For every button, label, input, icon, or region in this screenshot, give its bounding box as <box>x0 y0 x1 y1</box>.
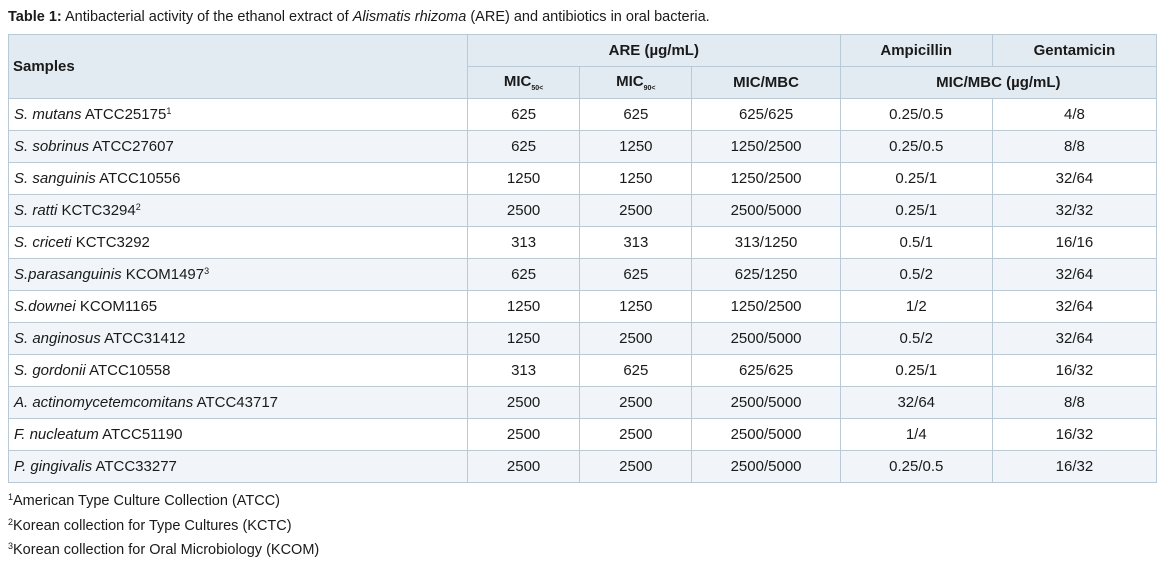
cell-micmbc: 313/1250 <box>692 227 840 259</box>
header-mic50 <box>467 67 579 99</box>
sample-name <box>9 227 468 259</box>
table-row <box>9 451 1157 483</box>
cell-ampicillin: 0.5/2 <box>840 259 992 291</box>
cell-mic90: 313 <box>580 227 692 259</box>
cell-ampicillin: 0.25/1 <box>840 195 992 227</box>
strain-id: ATCC33277 <box>95 458 177 475</box>
header-are: ARE (µg/mL) <box>467 35 840 67</box>
species-name: S. mutans <box>14 106 82 123</box>
cell-mic50: 2500 <box>467 387 579 419</box>
table-row <box>9 323 1157 355</box>
cell-micmbc: 2500/5000 <box>692 195 840 227</box>
cell-ampicillin: 0.5/2 <box>840 323 992 355</box>
cell-mic90: 1250 <box>580 163 692 195</box>
cell-mic90: 1250 <box>580 291 692 323</box>
species-name: S. gordonii <box>14 362 86 379</box>
strain-id: ATCC43717 <box>196 394 279 411</box>
header-samples: Samples <box>9 35 468 99</box>
cell-mic90: 625 <box>580 99 692 131</box>
cell-gentamicin: 32/64 <box>992 259 1156 291</box>
strain-id: ATCC10558 <box>89 362 171 379</box>
cell-ampicillin: 1/2 <box>840 291 992 323</box>
header-ampicillin: Ampicillin <box>840 35 992 67</box>
cell-mic90: 2500 <box>580 195 692 227</box>
cell-mic90: 2500 <box>580 451 692 483</box>
cell-mic50: 313 <box>467 227 579 259</box>
cell-gentamicin: 16/32 <box>992 355 1156 387</box>
sample-name <box>9 323 468 355</box>
cell-mic50: 1250 <box>467 291 579 323</box>
cell-mic90: 2500 <box>580 323 692 355</box>
cell-mic90: 625 <box>580 355 692 387</box>
species-name: S.parasanguinis <box>14 266 122 283</box>
cell-ampicillin: 32/64 <box>840 387 992 419</box>
footnote <box>8 487 319 512</box>
table-body <box>9 99 1157 483</box>
header-mic90 <box>580 67 692 99</box>
sample-name <box>9 419 468 451</box>
cell-ampicillin: 1/4 <box>840 419 992 451</box>
cell-mic50: 2500 <box>467 419 579 451</box>
header-micmbc: MIC/MBC <box>692 67 840 99</box>
species-name: S. anginosus <box>14 330 101 347</box>
cell-gentamicin: 32/64 <box>992 163 1156 195</box>
cell-mic90: 2500 <box>580 387 692 419</box>
cell-mic90: 1250 <box>580 131 692 163</box>
strain-id: KCOM1497 <box>125 266 205 283</box>
cell-mic50: 625 <box>467 99 579 131</box>
sample-name <box>9 355 468 387</box>
cell-micmbc: 1250/2500 <box>692 131 840 163</box>
cell-gentamicin: 8/8 <box>992 131 1156 163</box>
footnote-mark: 1 <box>166 106 172 116</box>
footnote-text: Korean collection for Oral Microbiology (KCOM) <box>13 542 320 558</box>
cell-ampicillin: 0.25/0.5 <box>840 99 992 131</box>
species-name: P. gingivalis <box>14 458 93 475</box>
species-name: F. nucleatum <box>14 426 99 443</box>
cell-mic50: 2500 <box>467 195 579 227</box>
cell-mic90: 625 <box>580 259 692 291</box>
table-row <box>9 259 1157 291</box>
sample-name <box>9 259 468 291</box>
footnote-mark: 3 <box>204 266 210 276</box>
cell-micmbc: 2500/5000 <box>692 387 840 419</box>
footnote <box>8 512 319 537</box>
cell-micmbc: 2500/5000 <box>692 323 840 355</box>
cell-ampicillin: 0.25/1 <box>840 163 992 195</box>
cell-micmbc: 2500/5000 <box>692 451 840 483</box>
cell-gentamicin: 8/8 <box>992 387 1156 419</box>
caption-species: Alismatis rhizoma <box>352 9 467 25</box>
sample-name <box>9 291 468 323</box>
strain-id: ATCC51190 <box>102 426 183 443</box>
table-row <box>9 227 1157 259</box>
footnote-text: American Type Culture Collection (ATCC) <box>13 493 281 509</box>
header-mic90-sub: 90< <box>643 85 656 92</box>
sample-name <box>9 131 468 163</box>
header-gentamicin: Gentamicin <box>992 35 1156 67</box>
caption-label: Table 1: <box>8 9 62 25</box>
cell-mic50: 1250 <box>467 323 579 355</box>
caption-pre: Antibacterial activity of the ethanol extract of <box>64 9 349 25</box>
cell-mic50: 313 <box>467 355 579 387</box>
cell-mic90: 2500 <box>580 419 692 451</box>
header-mic50-label: MIC <box>503 73 532 90</box>
cell-micmbc: 1250/2500 <box>692 291 840 323</box>
cell-gentamicin: 32/64 <box>992 323 1156 355</box>
species-name: S. ratti <box>14 202 58 219</box>
table-row <box>9 163 1157 195</box>
table-caption <box>8 7 710 27</box>
header-micmbc-unit: MIC/MBC (µg/mL) <box>840 67 1156 99</box>
species-name: S. sanguinis <box>14 170 96 187</box>
cell-micmbc: 625/1250 <box>692 259 840 291</box>
antibacterial-table <box>8 34 1157 483</box>
strain-id: ATCC27607 <box>92 138 174 155</box>
table-row <box>9 387 1157 419</box>
table-row <box>9 291 1157 323</box>
caption-post: (ARE) and antibiotics in oral bacteria. <box>470 9 710 25</box>
cell-mic50: 1250 <box>467 163 579 195</box>
table-row <box>9 131 1157 163</box>
strain-id: KCTC3294 <box>61 202 136 219</box>
footnote-mark: 2 <box>135 202 141 212</box>
cell-ampicillin: 0.25/1 <box>840 355 992 387</box>
sample-name <box>9 451 468 483</box>
strain-id: ATCC10556 <box>99 170 181 187</box>
cell-gentamicin: 4/8 <box>992 99 1156 131</box>
species-name: A. actinomycetemcomitans <box>14 394 194 411</box>
strain-id: KCOM1165 <box>79 298 158 315</box>
strain-id: ATCC25175 <box>84 106 167 123</box>
header-mic50-sub: 50< <box>531 85 544 92</box>
footnote <box>8 536 319 561</box>
cell-ampicillin: 0.5/1 <box>840 227 992 259</box>
footnotes <box>8 487 319 561</box>
cell-gentamicin: 32/32 <box>992 195 1156 227</box>
cell-micmbc: 1250/2500 <box>692 163 840 195</box>
table-row <box>9 99 1157 131</box>
footnote-number: 2 <box>8 516 14 527</box>
table-row <box>9 419 1157 451</box>
header-mic90-label: MIC <box>616 73 644 90</box>
cell-mic50: 625 <box>467 259 579 291</box>
cell-ampicillin: 0.25/0.5 <box>840 451 992 483</box>
cell-mic50: 625 <box>467 131 579 163</box>
species-name: S.downei <box>14 298 76 315</box>
cell-micmbc: 625/625 <box>692 99 840 131</box>
strain-id: ATCC31412 <box>104 330 186 347</box>
strain-id: KCTC3292 <box>75 234 150 251</box>
cell-gentamicin: 32/64 <box>992 291 1156 323</box>
table-row <box>9 355 1157 387</box>
sample-name <box>9 387 468 419</box>
cell-gentamicin: 16/32 <box>992 419 1156 451</box>
sample-name <box>9 195 468 227</box>
species-name: S. criceti <box>14 234 72 251</box>
cell-ampicillin: 0.25/0.5 <box>840 131 992 163</box>
cell-micmbc: 2500/5000 <box>692 419 840 451</box>
cell-gentamicin: 16/32 <box>992 451 1156 483</box>
footnote-number: 3 <box>8 541 14 551</box>
sample-name <box>9 163 468 195</box>
footnote-text: Korean collection for Type Cultures (KCTC) <box>13 517 292 534</box>
sample-name <box>9 99 468 131</box>
cell-mic50: 2500 <box>467 451 579 483</box>
footnote-number: 1 <box>8 492 14 502</box>
cell-micmbc: 625/625 <box>692 355 840 387</box>
species-name: S. sobrinus <box>14 138 90 155</box>
cell-gentamicin: 16/16 <box>992 227 1156 259</box>
table-row <box>9 195 1157 227</box>
